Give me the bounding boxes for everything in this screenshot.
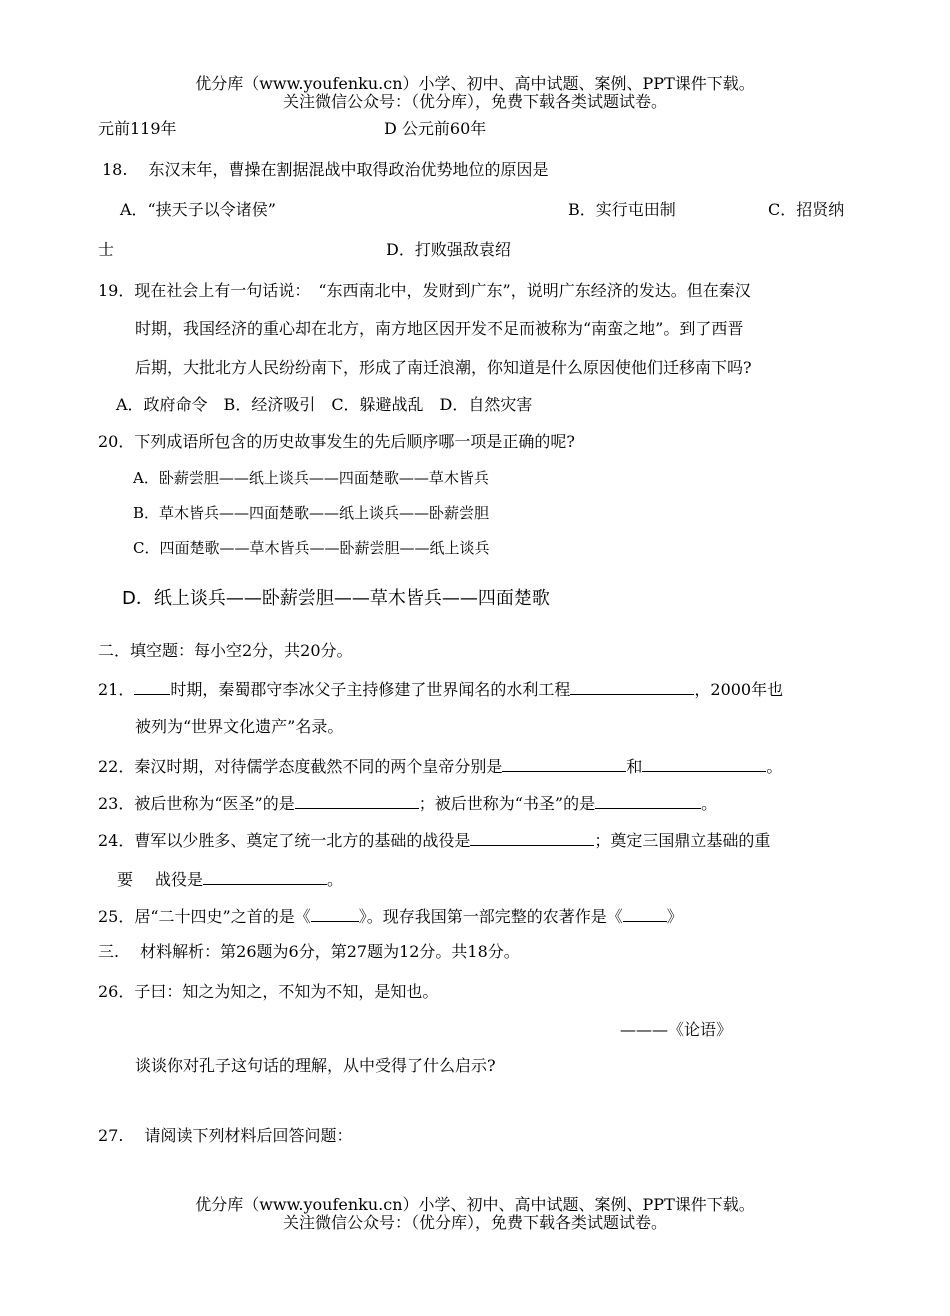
q21-line-1 (98, 678, 783, 700)
q18-stem: 18. 东汉末年，曹操在割据混战中取得政治优势地位的原因是 (102, 160, 549, 179)
q21-text-1: 时期，秦蜀郡守李冰父子主持修建了世界闻名的水利工程 (170, 680, 571, 699)
q17-option-d: D 公元前60年 (384, 119, 487, 138)
q24-blank-1[interactable] (470, 829, 594, 846)
q20-option-b: B．草木皆兵——四面楚歌——纸上谈兵——卧薪尝胆 (133, 504, 490, 522)
q18-option-d: D．打败强敌袁绍 (386, 240, 511, 259)
q20-option-d: D．纸上谈兵——卧薪尝胆——草木皆兵——四面楚歌 (122, 588, 550, 609)
q22-text-3: 。 (766, 757, 783, 776)
q24-text-5: 。 (327, 870, 344, 889)
q19-line-2: 时期，我国经济的重心却在北方，南方地区因开发不足而被称为“南蛮之地”。到了西晋 (135, 319, 744, 338)
q25-text-2: 》。现存我国第一部完整的农著作是《 (358, 907, 623, 926)
q23-text-1: 23．被后世称为“医圣”的是 (98, 794, 295, 813)
q25-line (98, 905, 683, 927)
q17-option-c-tail: 元前119年 (98, 119, 177, 138)
q21-blank-2[interactable] (570, 678, 694, 695)
q22-blank-1[interactable] (502, 755, 626, 772)
q21-number: 21． (98, 680, 135, 699)
section-2-title: 二．填空题：每小空2分，共20分。 (98, 641, 353, 660)
q24-text-4: 战役是 (155, 870, 204, 889)
q22-text-1: 22．秦汉时期，对待儒学态度截然不同的两个皇帝分别是 (98, 757, 503, 776)
q25-text-1: 25．居“二十四史”之首的是《 (98, 907, 311, 926)
q24-blank-2[interactable] (203, 868, 327, 885)
q22-line (98, 755, 782, 777)
q19-options: A．政府命令 B．经济吸引 C．躲避战乱 D．自然灾害 (116, 395, 533, 414)
q18-option-b: B．实行屯田制 (568, 200, 676, 219)
q25-blank-2[interactable] (623, 905, 667, 922)
q23-text-3: 。 (701, 794, 718, 813)
q21-line-2: 被列为“世界文化遗产”名录。 (135, 717, 344, 736)
q21-blank-1[interactable] (134, 678, 170, 695)
q18-option-a: A．“挟天子以令诸侯” (120, 200, 276, 219)
q18-option-c-cont: 士 (98, 240, 115, 259)
q25-text-3: 》 (666, 907, 683, 926)
footer-line-2: 关注微信公众号：（优分库），免费下载各类试题试卷。 (282, 1213, 667, 1232)
header-line-1: 优分库（www.youfenku.cn）小学、初中、高中试题、案例、PPT课件下载。 (195, 74, 755, 93)
q18-option-c: C．招贤纳 (768, 200, 845, 219)
section-3-title: 三. 材料解析：第26题为6分，第27题为12分。共18分。 (98, 942, 520, 961)
q26-prompt: 谈谈你对孔子这句话的理解，从中受得了什么启示? (135, 1056, 496, 1075)
q24-line-1 (98, 829, 770, 851)
q19-line-1: 19．现在社会上有一句话说： “东西南北中，发财到广东”，说明广东经济的发达。但在秦汉 (98, 281, 751, 300)
q20-stem: 20．下列成语所包含的历史故事发生的先后顺序哪一项是正确的呢? (98, 432, 575, 451)
q21-text-2: ，2000年也 (694, 680, 784, 699)
q23-blank-1[interactable] (295, 792, 419, 809)
header-line-2: 关注微信公众号：（优分库），免费下载各类试题试卷。 (282, 92, 667, 111)
q23-text-2: ；被后世称为“书圣”的是 (418, 794, 596, 813)
q24-line-2 (117, 868, 343, 890)
q22-blank-2[interactable] (642, 755, 766, 772)
q23-line (98, 792, 717, 814)
q22-text-2: 和 (626, 757, 643, 776)
q26-source: ———《论语》 (620, 1020, 733, 1039)
q19-line-3: 后期，大批北方人民纷纷南下，形成了南迁浪潮，你知道是什么原因使他们迁移南下吗? (135, 358, 752, 377)
q24-text-1: 24．曹军以少胜多、奠定了统一北方的基础的战役是 (98, 831, 471, 850)
q23-blank-2[interactable] (595, 792, 701, 809)
q24-text-3: 要 (117, 870, 134, 889)
footer-line-1: 优分库（www.youfenku.cn）小学、初中、高中试题、案例、PPT课件下载。 (195, 1195, 755, 1214)
q20-option-c: C．四面楚歌——草木皆兵——卧薪尝胆——纸上谈兵 (133, 539, 490, 557)
q20-option-a: A．卧薪尝胆——纸上谈兵——四面楚歌——草木皆兵 (133, 469, 489, 487)
q25-blank-1[interactable] (311, 905, 359, 922)
q27-stem: 27. 请阅读下列材料后回答问题： (98, 1126, 353, 1145)
q24-text-2: ；奠定三国鼎立基础的重 (594, 831, 771, 850)
q26-quote: 26．子曰：知之为知之，不知为不知，是知也。 (98, 982, 439, 1001)
